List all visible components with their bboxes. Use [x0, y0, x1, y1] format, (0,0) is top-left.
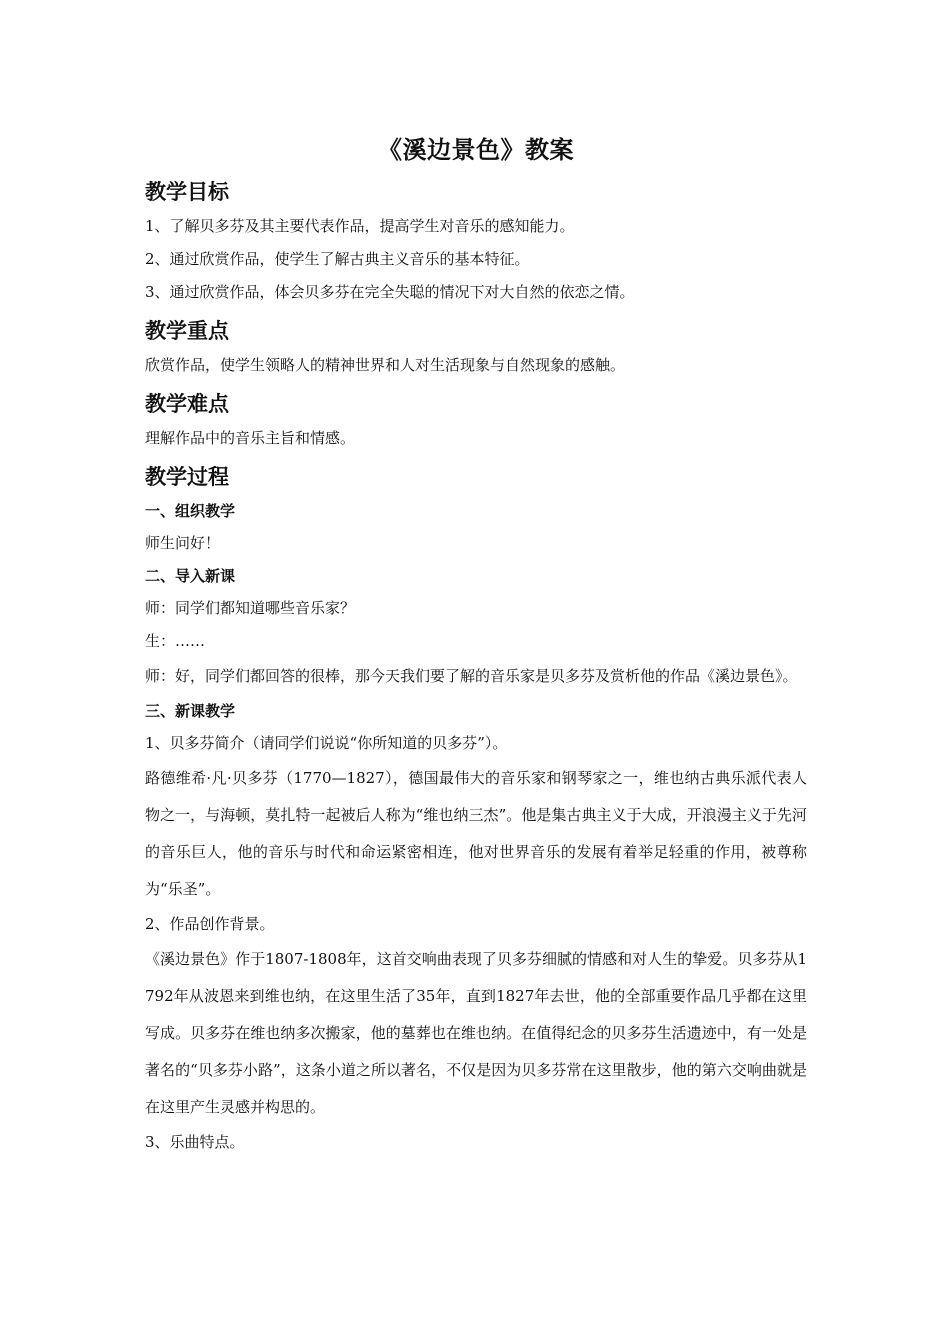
process-part1-line-1: 师生问好！ [145, 534, 221, 552]
process-part2-heading: 二、导入新课 [145, 567, 236, 585]
process-heading: 教学过程 [145, 464, 229, 489]
objectives-heading: 教学目标 [145, 179, 229, 204]
part3-item2-heading: 2、作品创作背景。 [145, 915, 275, 933]
document-title: 《溪边景色》教案 [378, 135, 574, 164]
difficulties-heading: 教学难点 [145, 391, 229, 416]
process-part3-heading: 三、新课教学 [145, 702, 236, 720]
process-part2-line-2: 生：…… [145, 632, 206, 650]
key-points-text: 欣赏作品，使学生领略人的精神世界和人对生活现象与自然现象的感触。 [145, 356, 626, 374]
objective-item-2: 2、通过欣赏作品，使学生了解古典主义音乐的基本特征。 [145, 250, 530, 268]
document-content [145, 130, 807, 1159]
difficulties-text: 理解作品中的音乐主旨和情感。 [145, 429, 356, 447]
key-points-heading: 教学重点 [145, 318, 229, 343]
objective-item-1: 1、了解贝多芬及其主要代表作品，提高学生对音乐的感知能力。 [145, 217, 575, 235]
process-part2-line-1: 师：同学们都知道哪些音乐家？ [145, 599, 356, 617]
part3-item1-text: 路德维希·凡·贝多芬（1770—1827），德国最伟大的音乐家和钢琴家之一，维也纳古典乐派代表人物之一，与海顿，莫扎特一起被后人称为“维也纳三杰”。他是集古典主义于大成，开浪漫主义于先河的音乐巨人，他的音乐与时代和命运紧密相连，他对世界音乐的发展有着举足轻重的作用，被尊称为“乐圣”。 [145, 769, 807, 898]
part3-item1-heading: 1、贝多芬简介（请同学们说说“你所知道的贝多芬”）。 [145, 734, 508, 752]
process-part2-line-3: 师：好，同学们都回答的很棒，那今天我们要了解的音乐家是贝多芬及赏析他的作品《溪边景色》。 [145, 667, 798, 685]
objective-item-3: 3、通过欣赏作品，体会贝多芬在完全失聪的情况下对大自然的依恋之情。 [145, 283, 635, 301]
process-part1-heading: 一、组织教学 [145, 502, 236, 520]
part3-item3-heading: 3、乐曲特点。 [145, 1133, 245, 1151]
part3-item2-text: 《溪边景色》作于1807-1808年，这首交响曲表现了贝多芬细腻的情感和对人生的挚爱。贝多芬从1792年从波恩来到维也纳，在这里生活了35年，直到1827年去世，他的全部重要作品几乎都在这里写成。贝多芬在维也纳多次搬家，他的墓葬也在维也纳。在值得纪念的贝多芬生活遗迹中，有一处是著名的“贝多芬小路”，这条小道之所以著名，不仅是因为贝多芬常在这里散步，他的第六交响曲就是在这里产生灵感并构思的。 [145, 950, 807, 1116]
